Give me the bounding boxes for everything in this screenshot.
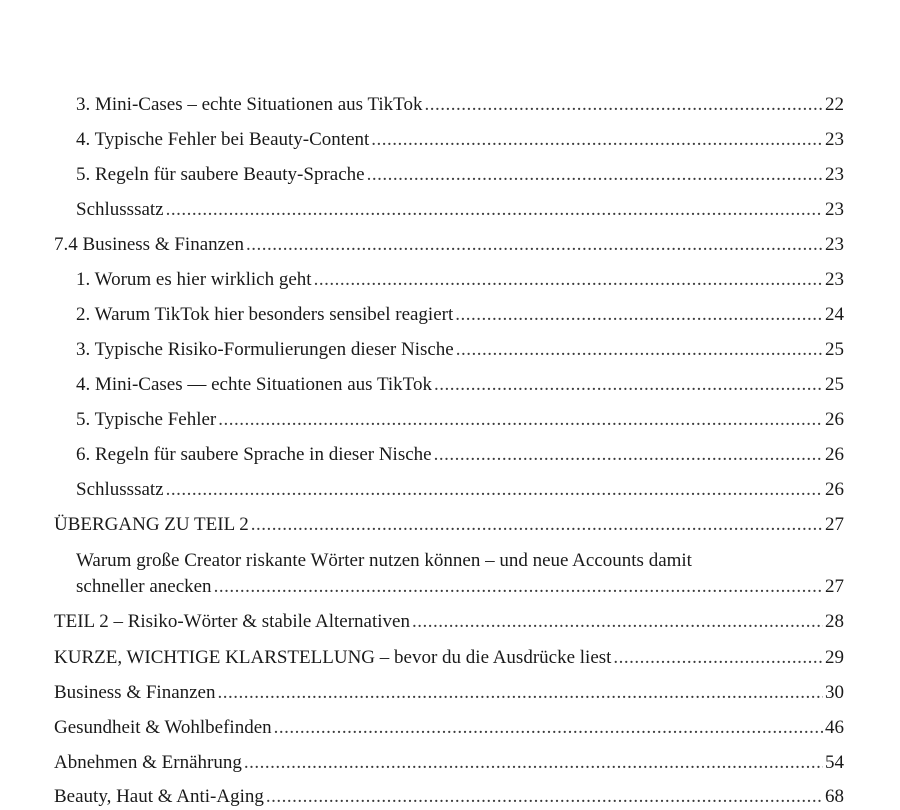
toc-leader — [218, 407, 823, 433]
toc-leader — [434, 372, 823, 398]
toc-entry-page: 27 — [825, 514, 844, 535]
toc-entry-title-line2: schneller anecken — [76, 576, 212, 597]
toc-entry-title: Beauty, Haut & Anti-Aging — [54, 786, 264, 807]
toc-entry-page: 26 — [825, 444, 844, 465]
toc-entry-title: 4. Mini-Cases — echte Situationen aus TikTok — [76, 374, 432, 395]
toc-entry-title: Schlusssatz — [76, 199, 164, 220]
toc-leader — [274, 715, 823, 741]
toc-entry-title: TEIL 2 – Risiko-Wörter & stabile Alternativen — [54, 611, 410, 632]
toc-entry[interactable] — [76, 267, 844, 293]
toc-entry-page: 68 — [825, 786, 844, 807]
toc-entry-title: 4. Typische Fehler bei Beauty-Content — [76, 129, 370, 150]
toc-entry-title: 7.4 Business & Finanzen — [54, 234, 244, 255]
toc-entry-title: KURZE, WICHTIGE KLARSTELLUNG – bevor du die Ausdrücke liest — [54, 647, 612, 668]
toc-leader — [367, 162, 823, 188]
toc-entry-page: 30 — [825, 682, 844, 703]
toc-entry-page: 23 — [825, 234, 844, 255]
toc-leader — [251, 512, 823, 538]
toc-section-entry[interactable] — [54, 784, 844, 810]
toc-section-entry[interactable] — [54, 645, 844, 671]
toc-entry-title: 6. Regeln für saubere Sprache in dieser Nische — [76, 444, 432, 465]
toc-entry-title: ÜBERGANG ZU TEIL 2 — [54, 514, 249, 535]
toc-leader — [166, 197, 823, 223]
toc-entry-title: Abnehmen & Ernährung — [54, 752, 242, 773]
toc-section-entry[interactable] — [54, 680, 844, 706]
toc-leader — [424, 92, 823, 118]
toc-leader — [412, 609, 823, 635]
toc-leader — [218, 680, 824, 706]
toc-entry-page: 29 — [825, 647, 844, 668]
toc-leader — [266, 784, 823, 810]
toc-entry-multiline[interactable] — [76, 550, 844, 600]
toc-entry-page: 23 — [825, 199, 844, 220]
toc-entry-title: 2. Warum TikTok hier besonders sensibel reagiert — [76, 304, 454, 325]
toc-entry-title-line1: Warum große Creator riskante Wörter nutzen können – und neue Accounts damit — [76, 550, 692, 571]
toc-entry-title: 3. Typische Risiko-Formulierungen dieser Nische — [76, 339, 454, 360]
toc-entry-page: 23 — [825, 164, 844, 185]
toc-entry-page: 26 — [825, 409, 844, 430]
toc-entry[interactable] — [76, 197, 844, 223]
toc-entry-page: 23 — [825, 269, 844, 290]
toc-leader — [613, 645, 823, 671]
toc-entry-page: 25 — [825, 339, 844, 360]
toc-leader — [246, 232, 823, 258]
toc-entry[interactable] — [76, 127, 844, 153]
toc-entry-page: 22 — [825, 94, 844, 115]
toc-entry[interactable] — [76, 162, 844, 188]
toc-entry[interactable] — [76, 372, 844, 398]
toc-leader — [455, 302, 823, 328]
toc-entry[interactable] — [76, 442, 844, 468]
toc-entry-page: 25 — [825, 374, 844, 395]
toc-entry-page: 54 — [825, 752, 844, 773]
toc-entry-title: 5. Typische Fehler — [76, 409, 217, 430]
toc-section-entry[interactable] — [54, 512, 844, 538]
toc-leader — [166, 477, 823, 503]
toc-leader — [214, 574, 823, 600]
toc-entry-page: 23 — [825, 129, 844, 150]
toc-entry-page: 27 — [825, 576, 844, 597]
toc-entry-title: 5. Regeln für saubere Beauty-Sprache — [76, 164, 365, 185]
toc-section-entry[interactable] — [54, 232, 844, 258]
toc-entry[interactable] — [76, 92, 844, 118]
toc-entry[interactable] — [76, 477, 844, 503]
toc-entry-title: Schlusssatz — [76, 479, 164, 500]
toc-leader — [371, 127, 823, 153]
toc-leader — [244, 750, 823, 776]
toc-entry-title: 1. Worum es hier wirklich geht — [76, 269, 312, 290]
toc-entry[interactable] — [76, 407, 844, 433]
toc-entry[interactable] — [76, 337, 844, 363]
toc-part-entry[interactable] — [54, 609, 844, 635]
toc-entry-title: 3. Mini-Cases – echte Situationen aus TikTok — [76, 94, 423, 115]
toc-entry-page: 28 — [825, 611, 844, 632]
toc-entry-page: 46 — [825, 717, 844, 738]
toc-section-entry[interactable] — [54, 750, 844, 776]
toc-leader — [434, 442, 823, 468]
toc-entry-title: Business & Finanzen — [54, 682, 216, 703]
toc-entry-page: 26 — [825, 479, 844, 500]
toc-leader — [456, 337, 823, 363]
toc-entry-title: Gesundheit & Wohlbefinden — [54, 717, 272, 738]
toc-entry[interactable] — [76, 302, 844, 328]
toc-leader — [314, 267, 823, 293]
toc-section-entry[interactable] — [54, 715, 844, 741]
toc-entry-page: 24 — [825, 304, 844, 325]
